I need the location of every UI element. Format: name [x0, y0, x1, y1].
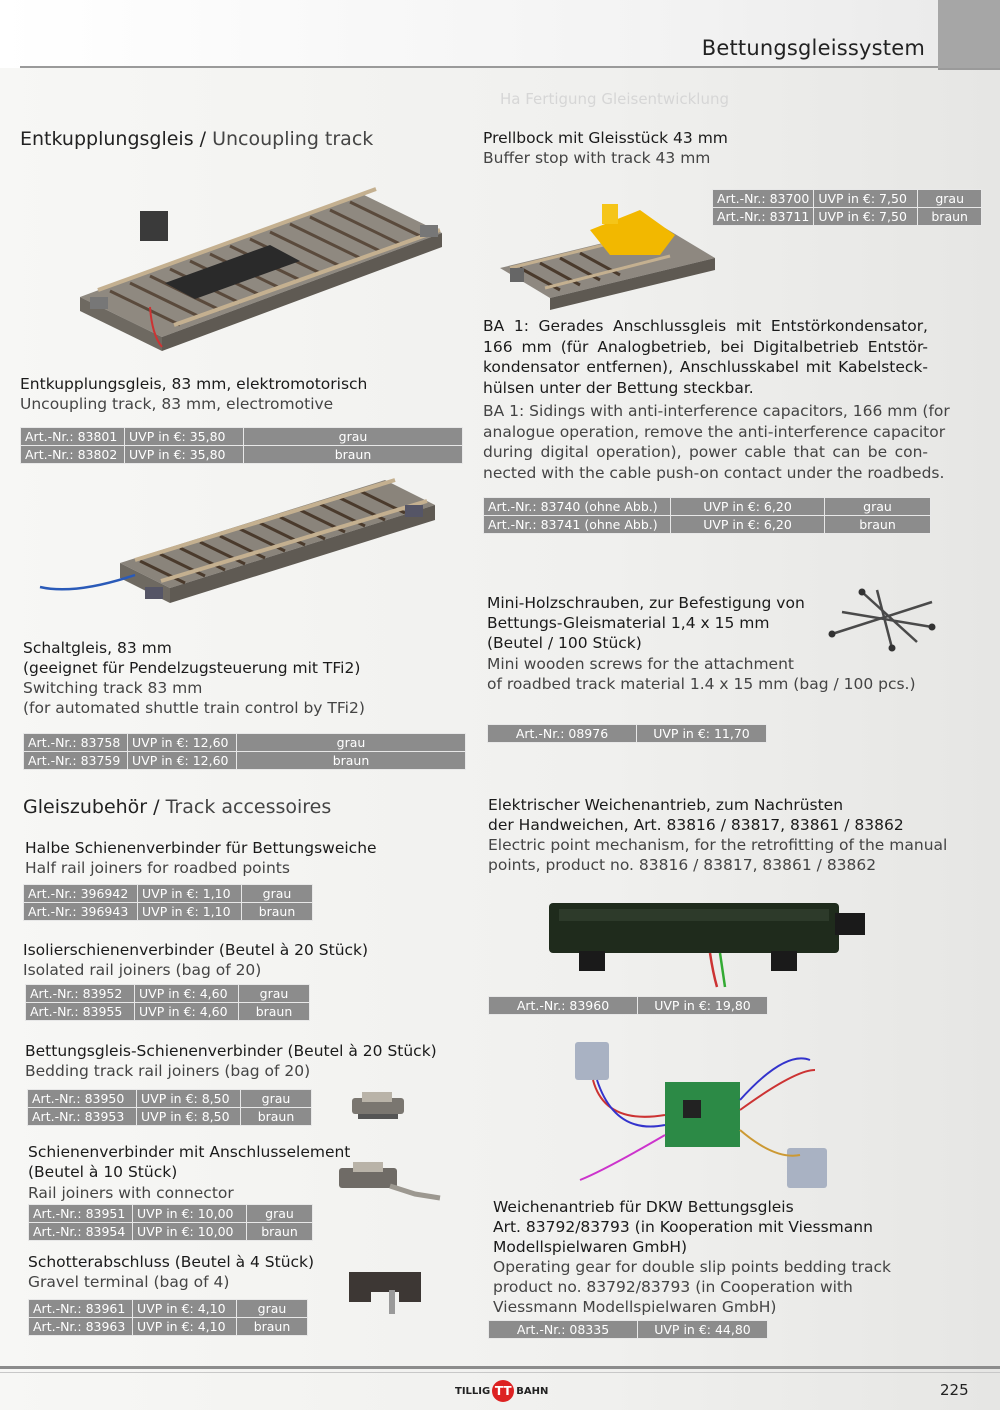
page-title: Bettungsgleissystem — [701, 36, 925, 60]
heading-sep: / — [147, 796, 166, 818]
point-motor-photo — [545, 895, 875, 990]
uncoupling-title-en: Uncoupling track, 83 mm, electromotive — [20, 395, 334, 413]
price-table-buffer — [712, 189, 982, 226]
heading-en: Uncoupling track — [212, 128, 374, 150]
isolated-en: Isolated rail joiners (bag of 20) — [23, 961, 262, 979]
price: UVP in €: 7,50 — [814, 208, 918, 226]
price: UVP in €: 10,00 — [133, 1223, 247, 1241]
ba1-de-line: BA 1: Gerades Anschlussgleis mit Entstörkondensator, — [483, 317, 928, 335]
art-nr: Art.-Nr.: 83951 — [29, 1205, 133, 1223]
table-row — [26, 1003, 310, 1021]
table-row — [24, 885, 313, 903]
price-table-half-joiners — [23, 884, 313, 921]
rail-joiner-photo — [348, 1088, 408, 1123]
switching-title-de2: (geeignet für Pendelzugsteuerung mit TFi2) — [23, 659, 361, 677]
point-motor-de-1: Elektrischer Weichenantrieb, zum Nachrüsten — [488, 796, 844, 814]
color: grau — [247, 1205, 313, 1223]
art-nr: Art.-Nr.: 83955 — [26, 1003, 135, 1021]
color: grau — [239, 985, 310, 1003]
table-row — [26, 985, 310, 1003]
price-table-bedding-joiners — [27, 1089, 312, 1126]
art-nr: Art.-Nr.: 83954 — [29, 1223, 133, 1241]
color: braun — [239, 1003, 310, 1021]
art-nr: Art.-Nr.: 83759 — [24, 752, 128, 770]
color: braun — [241, 1108, 312, 1126]
uncoupling-title-de: Entkupplungsgleis, 83 mm, elektromotorisch — [20, 375, 368, 393]
color: braun — [918, 208, 982, 226]
logo-badge-icon: TT — [492, 1380, 514, 1402]
table-row — [24, 903, 313, 921]
table-row — [29, 1205, 313, 1223]
table-row — [29, 1223, 313, 1241]
price: UVP in €: 8,50 — [137, 1090, 241, 1108]
color: grau — [918, 190, 982, 208]
price-table-switching — [23, 733, 466, 770]
table-row — [484, 498, 931, 516]
price: UVP in €: 1,10 — [138, 903, 242, 921]
table-row — [489, 997, 768, 1015]
price: UVP in €: 4,60 — [135, 985, 239, 1003]
price-table-gravel — [28, 1299, 308, 1336]
price-table-connector — [28, 1204, 313, 1241]
ba1-de-line: kondensator entfernen), Anschlusskabel mit Kabelsteck- — [483, 358, 928, 376]
price: UVP in €: 19,80 — [638, 997, 768, 1015]
price: UVP in €: 8,50 — [137, 1108, 241, 1126]
buffer-en: Buffer stop with track 43 mm — [483, 149, 711, 167]
page-number: 225 — [940, 1381, 969, 1399]
table-row — [24, 734, 466, 752]
dkw-decoder-photo — [565, 1030, 835, 1195]
color: braun — [242, 903, 313, 921]
color: grau — [242, 885, 313, 903]
price-table-ba1 — [483, 497, 931, 534]
art-nr: Art.-Nr.: 83950 — [28, 1090, 137, 1108]
art-nr: Art.-Nr.: 08976 — [488, 725, 637, 743]
connector-de1: Schienenverbinder mit Anschlusselement — [28, 1143, 351, 1161]
screws-de-3: (Beutel / 100 Stück) — [487, 634, 642, 652]
art-nr: Art.-Nr.: 83758 — [24, 734, 128, 752]
art-nr: Art.-Nr.: 83801 — [21, 428, 125, 446]
screws-de-1: Mini-Holzschrauben, zur Befestigung von — [487, 594, 805, 612]
art-nr: Art.-Nr.: 396943 — [24, 903, 138, 921]
price: UVP in €: 11,70 — [637, 725, 767, 743]
price: UVP in €: 1,10 — [138, 885, 242, 903]
screws-en-2: of roadbed track material 1.4 x 15 mm (bag / 100 pcs.) — [487, 675, 916, 693]
switching-track-photo — [35, 475, 440, 630]
price: UVP in €: 35,80 — [125, 446, 244, 464]
art-nr: Art.-Nr.: 08335 — [489, 1321, 638, 1339]
table-row — [713, 208, 982, 226]
heading-sep: / — [193, 128, 213, 150]
price-table-point-motor — [488, 996, 768, 1015]
table-row — [489, 1321, 768, 1339]
gravel-en: Gravel terminal (bag of 4) — [28, 1273, 230, 1291]
half-joiners-en: Half rail joiners for roadbed points — [25, 859, 290, 877]
art-nr: Art.-Nr.: 83700 — [713, 190, 814, 208]
dkw-en-1: Operating gear for double slip points bedding track — [493, 1258, 891, 1276]
color: braun — [237, 1318, 308, 1336]
price: UVP in €: 7,50 — [814, 190, 918, 208]
dkw-de-1: Weichenantrieb für DKW Bettungsgleis — [493, 1198, 794, 1216]
price: UVP in €: 12,60 — [128, 752, 237, 770]
color: grau — [244, 428, 463, 446]
table-row — [484, 516, 931, 534]
ba1-en-line: nected with the cable push-on contact under the roadbeds. — [483, 463, 945, 482]
art-nr: Art.-Nr.: 83711 — [713, 208, 814, 226]
section-heading-uncoupling — [20, 128, 373, 150]
heading-de: Entkupplungsgleis — [20, 128, 194, 150]
table-row — [28, 1108, 312, 1126]
header-rule-right — [938, 68, 1000, 70]
bedding-joiners-de: Bettungsgleis-Schienenverbinder (Beutel à 20 Stück) — [25, 1042, 437, 1060]
switching-title-en2: (for automated shuttle train control by TFi2) — [23, 699, 365, 717]
heading-de: Gleiszubehör — [23, 796, 148, 818]
connector-en: Rail joiners with connector — [28, 1184, 234, 1202]
price-table-dkw — [488, 1320, 768, 1339]
header-rule — [20, 66, 938, 68]
art-nr: Art.-Nr.: 83741 (ohne Abb.) — [484, 516, 671, 534]
color: grau — [237, 1300, 308, 1318]
show-through-text: Ha Fertigung Gleisentwicklung — [500, 90, 730, 108]
bedding-joiners-en: Bedding track rail joiners (bag of 20) — [25, 1062, 311, 1080]
price: UVP in €: 44,80 — [638, 1321, 768, 1339]
dkw-de-3: Modellspielwaren GmbH) — [493, 1238, 688, 1256]
price-table-isolated — [25, 984, 310, 1021]
switching-title-de1: Schaltgleis, 83 mm — [23, 639, 172, 657]
connector-de2: (Beutel à 10 Stück) — [28, 1163, 178, 1181]
art-nr: Art.-Nr.: 83953 — [28, 1108, 137, 1126]
table-row — [28, 1090, 312, 1108]
color: grau — [241, 1090, 312, 1108]
table-row — [21, 428, 463, 446]
dkw-en-3: Viessmann Modellspielwaren GmbH) — [493, 1298, 777, 1316]
isolated-de: Isolierschienenverbinder (Beutel à 20 Stück) — [23, 941, 369, 959]
price: UVP in €: 6,20 — [671, 516, 825, 534]
table-row — [488, 725, 767, 743]
price-table-uncoupling — [20, 427, 463, 464]
art-nr: Art.-Nr.: 83952 — [26, 985, 135, 1003]
price: UVP in €: 4,10 — [133, 1300, 237, 1318]
buffer-de: Prellbock mit Gleisstück 43 mm — [483, 129, 728, 147]
color: grau — [237, 734, 466, 752]
point-motor-en-1: Electric point mechanism, for the retrofitting of the manual — [488, 836, 948, 854]
price: UVP in €: 35,80 — [125, 428, 244, 446]
art-nr: Art.-Nr.: 83961 — [29, 1300, 133, 1318]
connector-joiner-photo — [335, 1160, 445, 1210]
ba1-de-line: 166 mm (für Analogbetrieb, bei Digitalbetrieb Entstör- — [483, 337, 928, 356]
color: braun — [237, 752, 466, 770]
table-row — [29, 1318, 308, 1336]
price: UVP in €: 6,20 — [671, 498, 825, 516]
table-row — [21, 446, 463, 464]
logo-text-right: BAHN — [516, 1386, 549, 1397]
table-row — [24, 752, 466, 770]
color: braun — [825, 516, 931, 534]
art-nr: Art.-Nr.: 83960 — [489, 997, 638, 1015]
uncoupling-track-photo — [70, 175, 445, 360]
header-tab — [938, 0, 1000, 70]
art-nr: Art.-Nr.: 396942 — [24, 885, 138, 903]
switching-title-en1: Switching track 83 mm — [23, 679, 203, 697]
price-table-screws — [487, 724, 767, 743]
gravel-de: Schotterabschluss (Beutel à 4 Stück) — [28, 1253, 315, 1271]
tillig-logo — [455, 1380, 548, 1402]
art-nr: Art.-Nr.: 83963 — [29, 1318, 133, 1336]
price: UVP in €: 10,00 — [133, 1205, 247, 1223]
gravel-terminal-photo — [345, 1268, 425, 1316]
price: UVP in €: 12,60 — [128, 734, 237, 752]
ba1-en-line: BA 1: Sidings with anti-interference capacitors, 166 mm (for — [483, 402, 950, 420]
screws-en-1: Mini wooden screws for the attachment — [487, 655, 794, 673]
table-row — [29, 1300, 308, 1318]
section-heading-accessories — [23, 796, 331, 818]
half-joiners-de: Halbe Schienenverbinder für Bettungsweiche — [25, 839, 377, 857]
logo-text-left: TILLIG — [455, 1386, 491, 1397]
dkw-en-2: product no. 83792/83793 (in Cooperation with — [493, 1278, 853, 1296]
point-motor-de-2: der Handweichen, Art. 83816 / 83817, 83861 / 83862 — [488, 816, 904, 834]
art-nr: Art.-Nr.: 83740 (ohne Abb.) — [484, 498, 671, 516]
screws-photo — [822, 582, 942, 652]
ba1-text-de — [483, 316, 928, 398]
ba1-text-en — [483, 401, 950, 483]
footer-rule — [0, 1366, 1000, 1369]
buffer-stop-photo — [490, 200, 730, 310]
art-nr: Art.-Nr.: 83802 — [21, 446, 125, 464]
ba1-de-line: hülsen unter der Bettung steckbar. — [483, 378, 754, 397]
price: UVP in €: 4,60 — [135, 1003, 239, 1021]
screws-de-2: Bettungs-Gleismaterial 1,4 x 15 mm — [487, 614, 770, 632]
footer-rule-thin — [0, 1372, 1000, 1373]
ba1-en-line: analogue operation, remove the anti-interference capacitor — [483, 422, 946, 441]
point-motor-en-2: points, product no. 83816 / 83817, 83861 / 83862 — [488, 856, 877, 874]
color: braun — [244, 446, 463, 464]
ba1-en-line: during digital operation), power cable that can be con- — [483, 443, 928, 461]
color: braun — [247, 1223, 313, 1241]
heading-en: Track accessoires — [165, 796, 332, 818]
color: grau — [825, 498, 931, 516]
table-row — [713, 190, 982, 208]
price: UVP in €: 4,10 — [133, 1318, 237, 1336]
dkw-de-2: Art. 83792/83793 (in Kooperation mit Viessmann — [493, 1218, 873, 1236]
